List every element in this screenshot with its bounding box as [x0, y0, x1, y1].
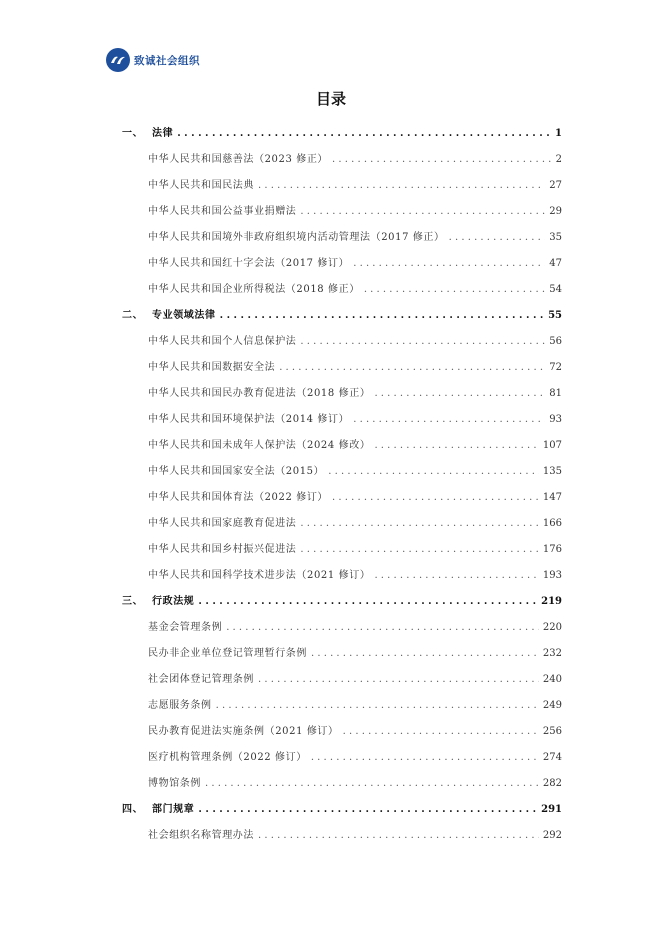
toc-page-number: 274 [542, 752, 562, 763]
toc-entry-label: 民办教育促进法实施条例（2021 修订） [148, 726, 339, 737]
toc-page-number: 256 [542, 726, 562, 737]
toc-entry-row[interactable] [148, 384, 562, 400]
toc-entry-row[interactable] [148, 826, 562, 842]
toc-page-number: 29 [549, 206, 562, 217]
toc-leader-dots [300, 518, 539, 529]
toc-section-number: 三、 [122, 596, 144, 607]
toc-entry-row[interactable] [148, 644, 562, 660]
toc-leader-dots [216, 700, 539, 711]
toc-leader-dots [198, 596, 537, 607]
toc-entry-label: 中华人民共和国环境保护法（2014 修订） [148, 414, 350, 425]
toc-page-number: 232 [542, 648, 562, 659]
toc-entry-row[interactable] [148, 254, 562, 270]
toc-leader-dots [311, 752, 539, 763]
toc-leader-dots [226, 622, 539, 633]
toc-page-number: 193 [542, 570, 562, 581]
toc-section-title [122, 124, 177, 139]
toc-leader-dots [332, 492, 539, 503]
toc-entry-row[interactable] [148, 150, 562, 166]
toc-entry-label: 中华人民共和国科学技术进步法（2021 修订） [148, 570, 371, 581]
toc-entry-label: 社会组织名称管理办法 [148, 830, 254, 841]
toc-entry-label: 中华人民共和国公益事业捐赠法 [148, 206, 297, 217]
toc-entry-label: 中华人民共和国家庭教育促进法 [148, 518, 297, 529]
toc-entry-label: 中华人民共和国国家安全法（2015） [148, 466, 325, 477]
toc-page-number: 282 [542, 778, 562, 789]
toc-entry-label: 民办非企业单位登记管理暂行条例 [148, 648, 307, 659]
page-title: 目录 [315, 90, 346, 108]
toc-entry-row[interactable] [148, 670, 562, 686]
toc-entry-label: 中华人民共和国个人信息保护法 [148, 336, 297, 347]
toc-entry-row[interactable] [148, 332, 562, 348]
toc-entry-label: 中华人民共和国民法典 [148, 180, 254, 191]
toc-page-number: 135 [542, 466, 562, 477]
toc-leader-dots [205, 778, 539, 789]
toc-entry-row[interactable] [148, 722, 562, 738]
toc-leader-dots [258, 180, 545, 191]
toc-page-number: 2 [555, 154, 562, 165]
toc-entry-row[interactable] [148, 410, 562, 426]
toc-section-row[interactable] [122, 800, 562, 816]
toc-leader-dots [374, 440, 538, 451]
toc-leader-dots [300, 544, 539, 555]
toc-entry-label: 中华人民共和国数据安全法 [148, 362, 276, 373]
toc-entry-row[interactable] [148, 280, 562, 296]
toc-entry-label: 中华人民共和国未成年人保护法（2024 修改） [148, 440, 371, 451]
toc-leader-dots [353, 258, 545, 269]
toc-page-number: 54 [549, 284, 562, 295]
toc-entry-row[interactable] [148, 514, 562, 530]
toc-leader-dots [374, 388, 545, 399]
toc-leader-dots [258, 674, 539, 685]
toc-section-row[interactable] [122, 592, 562, 608]
toc-page-number: 166 [542, 518, 562, 529]
toc-leader-dots [374, 570, 538, 581]
toc-section-title [122, 306, 220, 321]
toc-leader-dots [300, 336, 545, 347]
toc-leader-dots [328, 466, 539, 477]
toc-entry-row[interactable] [148, 540, 562, 556]
toc-page-number: 27 [549, 180, 562, 191]
toc-entry-row[interactable] [148, 176, 562, 192]
toc-page-number: 107 [542, 440, 562, 451]
toc-leader-dots [220, 310, 544, 321]
toc-leader-dots [332, 154, 552, 165]
toc-entry-row[interactable] [148, 774, 562, 790]
toc-page-number: 220 [542, 622, 562, 633]
toc-page-number: 55 [548, 310, 562, 321]
toc-leader-dots [300, 206, 545, 217]
toc-entry-row[interactable] [148, 358, 562, 374]
toc-entry-label: 中华人民共和国慈善法（2023 修正） [148, 154, 329, 165]
toc-page-number: 93 [549, 414, 562, 425]
toc-section-number: 一、 [122, 128, 144, 139]
toc-entry-row[interactable] [148, 618, 562, 634]
toc-entry-row[interactable] [148, 696, 562, 712]
toc-leader-dots [343, 726, 539, 737]
toc-section-number: 二、 [122, 310, 144, 321]
toc-page-number: 219 [541, 596, 562, 607]
toc-page-number: 176 [542, 544, 562, 555]
toc-section-number: 四、 [122, 804, 144, 815]
toc-leader-dots [258, 830, 539, 841]
toc-leader-dots [279, 362, 545, 373]
toc-entry-label: 基金会管理条例 [148, 622, 223, 633]
toc-page-number: 1 [555, 128, 562, 139]
toc-section-label: 行政法规 [152, 596, 195, 607]
toc-section-row[interactable] [122, 124, 562, 140]
toc-page-number: 81 [549, 388, 562, 399]
toc-entry-label: 志愿服务条例 [148, 700, 212, 711]
toc-leader-dots [177, 128, 551, 139]
toc-section-label: 专业领域法律 [152, 310, 216, 321]
toc-entry-label: 中华人民共和国乡村振兴促进法 [148, 544, 297, 555]
toc-leader-dots [364, 284, 545, 295]
toc-page-number: 35 [549, 232, 562, 243]
toc-entry-label: 中华人民共和国体育法（2022 修订） [148, 492, 329, 503]
toc-page-number: 249 [542, 700, 562, 711]
toc-entry-label: 中华人民共和国境外非政府组织境内活动管理法（2017 修正） [148, 232, 445, 243]
toc-page-number: 240 [542, 674, 562, 685]
toc-page-number: 56 [549, 336, 562, 347]
toc-entry-row[interactable] [148, 566, 562, 582]
toc-entry-row[interactable] [148, 748, 562, 764]
toc-page-number: 47 [549, 258, 562, 269]
toc-entry-label: 社会团体登记管理条例 [148, 674, 254, 685]
toc-section-label: 法律 [152, 128, 174, 139]
toc-page-number: 291 [541, 804, 562, 815]
toc-entry-row[interactable] [148, 228, 562, 244]
toc-leader-dots [353, 414, 545, 425]
toc-entry-row[interactable] [148, 488, 562, 504]
toc-page-number: 147 [542, 492, 562, 503]
toc-leader-dots [198, 804, 537, 815]
toc-entry-label: 博物馆条例 [148, 778, 201, 789]
brand-name: 致诚社会组织 [134, 54, 200, 67]
toc-page-number: 292 [542, 830, 562, 841]
toc-page-number: 72 [549, 362, 562, 373]
toc-entry-label: 中华人民共和国民办教育促进法（2018 修正） [148, 388, 371, 399]
toc-leader-dots [449, 232, 546, 243]
toc-entry-label: 医疗机构管理条例（2022 修订） [148, 752, 307, 763]
toc-section-title [122, 800, 198, 815]
toc-entry-row[interactable] [148, 436, 562, 452]
toc-leader-dots [311, 648, 539, 659]
toc-entry-label: 中华人民共和国红十字会法（2017 修订） [148, 258, 350, 269]
toc-section-label: 部门规章 [152, 804, 195, 815]
toc-entry-row[interactable] [148, 462, 562, 478]
toc-entry-row[interactable] [148, 202, 562, 218]
toc-section-row[interactable] [122, 306, 562, 322]
toc-entry-label: 中华人民共和国企业所得税法（2018 修正） [148, 284, 360, 295]
toc-section-title [122, 592, 198, 607]
